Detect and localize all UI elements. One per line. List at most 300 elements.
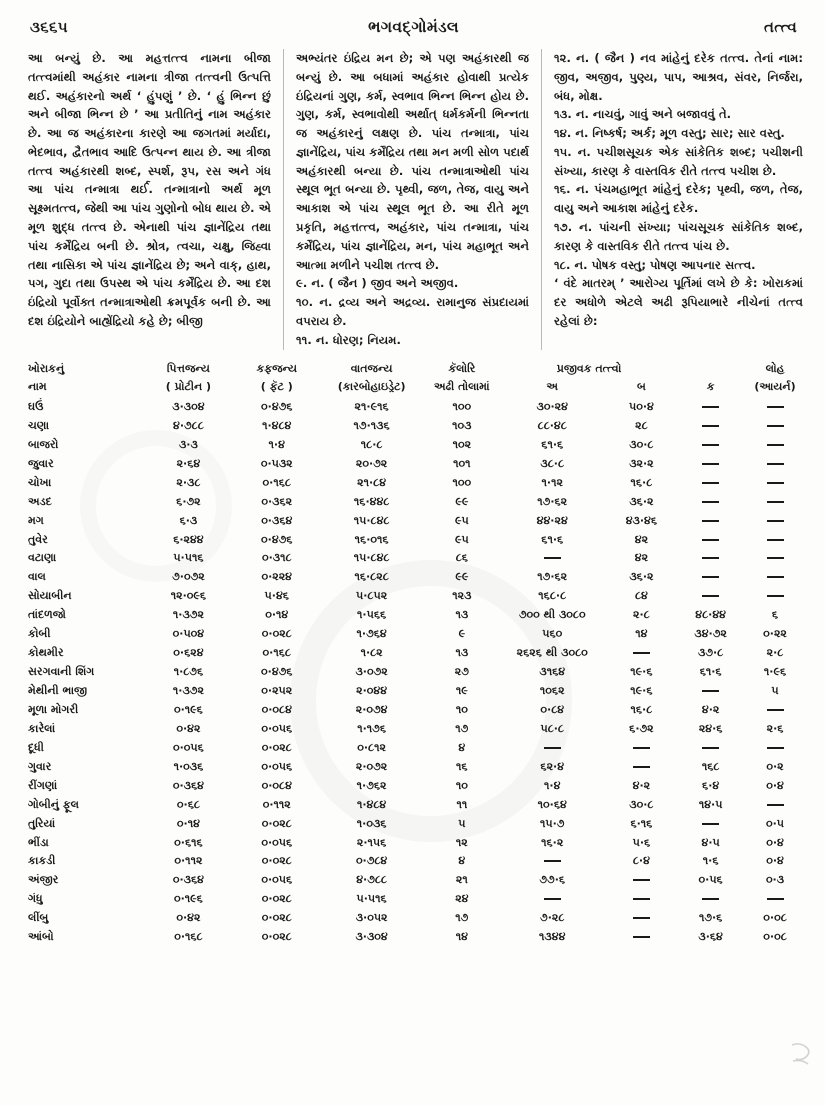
table-row xyxy=(26,681,807,700)
cell-value: ૯૯ xyxy=(455,494,469,508)
dash-icon xyxy=(702,576,719,578)
column-subheader-vitamin-b: બ xyxy=(636,380,646,394)
cell-value: ૫ xyxy=(771,684,779,698)
cell-value xyxy=(743,397,807,416)
cell-value: ૦·૩૬૪ xyxy=(172,778,204,792)
cell-value: ૦·૩૧૮ xyxy=(261,551,292,565)
table-row xyxy=(26,416,807,435)
cell-food-name: ઘઉં xyxy=(28,399,44,413)
cell-value: ૦·૧૧૨ xyxy=(262,797,291,811)
cell-value: ૧૨·૦૯૬ xyxy=(170,589,207,603)
cell-value: ૧·૧૭૬ xyxy=(357,721,386,735)
cell-value: ૦·૩ xyxy=(765,873,785,887)
cell-value: ૦·૫૬ xyxy=(698,873,723,887)
table-row xyxy=(26,435,807,454)
cell-value: ૧૭·૬૨ xyxy=(537,570,568,584)
dash-icon xyxy=(633,917,650,919)
sense-number: ૯. xyxy=(296,276,308,291)
cell-value: ૧·૧૨ xyxy=(541,475,563,489)
cell-food-name: અડદ xyxy=(28,494,52,508)
cell-value: ૦·૪ xyxy=(766,854,784,868)
cell-value xyxy=(743,473,807,492)
sense-entry xyxy=(296,274,529,293)
cell-food-name: ભીંડા xyxy=(28,835,49,849)
cell-value: ૮૮·૪૮ xyxy=(537,418,567,432)
cell-value: ૧·૮૭૬ xyxy=(173,665,204,679)
dash-icon xyxy=(702,425,719,427)
cell-value: ૪૪·૨૪ xyxy=(536,513,568,527)
sense-number: ૧૭. xyxy=(554,220,573,235)
cell-value: ૦·૦૨૮ xyxy=(261,627,292,641)
sense-number: ૧૫. xyxy=(554,144,572,159)
cell-value: ૬·૩ xyxy=(179,513,198,527)
sense-number: ૧૩. xyxy=(554,107,572,122)
cell-value: ૧૦૬૨ xyxy=(539,684,565,698)
dash-icon xyxy=(633,936,650,938)
sense-text: ન. પચીશસૂચક એક સાંકેતિક શબ્દ; પચીશની સંખ્યા, કારણ કે વાસ્તવિક રીતે તત્ત્વ પચીશ છે. xyxy=(554,144,803,178)
cell-value xyxy=(743,549,807,568)
cell-value: ૯૯ xyxy=(455,570,469,584)
table-row xyxy=(26,890,807,909)
cell-value: ૪·૫ xyxy=(701,835,720,849)
cell-value: ૨·૧૫૬ xyxy=(356,835,387,849)
cell-value: ૫૦·૪ xyxy=(628,399,654,413)
cell-food-name: કારેલાં xyxy=(28,721,56,735)
cell-value: ૧૩ xyxy=(455,646,469,660)
sense-number: ૧૧. xyxy=(296,332,312,347)
cell-value: ૧·૭૬૪ xyxy=(356,627,387,641)
cell-value: ૩૪·૭૨ xyxy=(694,627,727,641)
cell-value: ૦·૦૮ xyxy=(763,911,787,925)
cell-value: ૧૩૪૪ xyxy=(539,930,566,944)
cell-value: ૪ xyxy=(458,740,466,754)
cell-value: ૧૦·૬૪ xyxy=(537,797,567,811)
dash-icon xyxy=(767,520,784,522)
cell-value: ૦·૧૬૮ xyxy=(174,930,203,944)
cell-food-name: તુવેર xyxy=(28,532,48,546)
cell-value: ૧૭·૬ xyxy=(698,911,723,925)
cell-value: ૦·૦૫૬ xyxy=(173,740,204,754)
cell-value: ૦·૮૪ xyxy=(540,702,565,716)
cell-value: ૨·૬ xyxy=(766,721,784,735)
column-subheader-calorie: અઢી તોલામાં xyxy=(434,380,490,394)
sense-number: ૧૪. xyxy=(554,126,572,141)
column-header-calorie: કૅલોરિ xyxy=(448,361,476,375)
dash-icon xyxy=(767,463,784,465)
cell-value xyxy=(500,738,605,757)
cell-value: ૧૭·૬૨ xyxy=(537,494,568,508)
cell-value: ૩·૩૦૪ xyxy=(172,399,205,413)
cell-value: ૨૧·૮૪ xyxy=(357,475,387,489)
column-subheader-protein: ( પ્રોટીન ) xyxy=(165,380,212,394)
cell-value xyxy=(743,587,807,606)
cell-value: ૨·૦૭૨ xyxy=(355,759,388,773)
cell-value: ૦·૭૮૪ xyxy=(355,854,388,868)
cell-value: ૨૭ xyxy=(454,665,469,679)
dash-icon xyxy=(702,898,719,900)
cell-value: ૧૬·૦૧૬ xyxy=(354,532,389,546)
cell-value: ૩૬·૨ xyxy=(629,494,654,508)
cell-value: ૪૩·૪૬ xyxy=(625,513,658,527)
cell-food-name: કોબી xyxy=(28,627,51,641)
cell-value: ૬૧·૬ xyxy=(541,437,564,451)
dash-icon xyxy=(767,747,784,749)
cell-value xyxy=(678,587,743,606)
cell-value: ૦·૪ xyxy=(766,778,784,792)
cell-value: ૦·૦૫૬ xyxy=(261,721,293,735)
cell-food-name: કાકડી xyxy=(28,854,56,868)
cell-value: ૨·૮ xyxy=(766,646,784,660)
table-row xyxy=(26,852,807,871)
sense-entry xyxy=(554,143,803,181)
cell-food-name: ગોબીનું ફૂલ xyxy=(28,797,79,811)
sense-number: ૧૨. xyxy=(554,51,571,65)
dash-icon xyxy=(633,879,650,881)
table-row xyxy=(26,644,807,663)
cell-value: ૧૬૮·૮ xyxy=(538,589,567,603)
dash-icon xyxy=(767,557,784,559)
table-row xyxy=(26,625,807,644)
cell-value xyxy=(678,568,743,587)
cell-food-name: મેથીની ભાજી xyxy=(28,684,88,698)
nutrition-table-wrapper xyxy=(0,350,825,947)
cell-value: ૩૮·૮ xyxy=(540,456,565,470)
cell-value xyxy=(605,909,679,928)
dash-icon xyxy=(544,860,561,862)
cell-value: ૧·૯૬ xyxy=(763,665,787,679)
dash-icon xyxy=(767,406,784,408)
sense-text: ન. નિષ્કર્ષ; અર્ક; મૂળ વસ્તુ; સાર; સાર વસ્તુ. xyxy=(575,126,785,141)
cell-value: ૬·૨૪૪ xyxy=(173,532,204,546)
cell-value: ૫·૮૫૨ xyxy=(356,589,388,603)
dash-icon xyxy=(633,747,650,749)
table-row xyxy=(26,700,807,719)
table-row xyxy=(26,928,807,947)
cell-value: ૩·૦૫૨ xyxy=(355,911,388,925)
dash-icon xyxy=(702,463,719,465)
cell-value: ૧૬·૮ xyxy=(630,475,653,489)
dash-icon xyxy=(767,576,784,578)
cell-value: ૭·૦૭૨ xyxy=(172,570,205,584)
dash-icon xyxy=(702,823,719,825)
column-header-food: ખોરાકનું xyxy=(28,361,65,375)
cell-value: ૦·૨૫૨ xyxy=(261,684,293,698)
cell-value: ૦·૪૭૬ xyxy=(261,532,293,546)
cell-value xyxy=(743,454,807,473)
cell-value: ૫૬૦ xyxy=(542,627,563,641)
cell-value: ૧·૪ xyxy=(268,437,285,451)
cell-value: ૧૬ xyxy=(456,759,468,773)
sense-text: ન. પાંચની સંખ્યા; પાંચસૂચક સાંકેતિક શબ્દ, કારણ કે વાસ્તવિક રીતે તત્ત્વ પાંચ છે. xyxy=(554,220,803,253)
cell-food-name: મૂળા મોગરી xyxy=(28,702,79,716)
cell-value: ૧૬·૪૪૮ xyxy=(353,494,390,508)
cell-value: ૧૯·૬ xyxy=(630,684,653,698)
column-header-fat: કફજન્ય xyxy=(256,361,298,375)
cell-value: ૯૫ xyxy=(454,532,469,546)
cell-value: ૧·૪૮૪ xyxy=(356,797,387,811)
dash-icon xyxy=(702,406,719,408)
cell-value: ૨૧·૯૧૬ xyxy=(354,399,389,413)
dash-icon xyxy=(767,425,784,427)
cell-value: ૨·૦૪૪ xyxy=(356,684,388,698)
cell-value xyxy=(743,435,807,454)
dash-icon xyxy=(702,747,719,749)
cell-value: ૧૦૦ xyxy=(452,475,472,489)
sense-text: ન. નાચવું, ગાવું અને બજાવવું તે. xyxy=(575,107,732,122)
cell-value: ૧૫·૮૪૮ xyxy=(353,551,390,565)
table-row xyxy=(26,757,807,776)
table-row xyxy=(26,606,807,625)
cell-food-name: જુવાર xyxy=(28,456,54,470)
cell-value: ૦·૨૨ xyxy=(763,627,787,641)
table-row xyxy=(26,795,807,814)
dash-icon xyxy=(767,539,784,541)
table-row xyxy=(26,587,807,606)
cell-value: ૮·૪ xyxy=(632,854,650,868)
cell-value: ૧·૪૮૪ xyxy=(262,418,292,432)
sense-text: ન. ( જૈન ) જીવ અને અજીવ. xyxy=(311,276,459,291)
dash-icon xyxy=(767,501,784,503)
column-subheader-iron: (આયર્ન) xyxy=(754,380,796,394)
cell-value: ૬·૭૨ xyxy=(176,494,201,508)
cell-value: ૦·૮૧૨ xyxy=(357,740,386,754)
sense-entry xyxy=(554,49,803,105)
cell-value: ૨૪·૬ xyxy=(698,721,723,735)
cell-value xyxy=(678,416,743,435)
cell-value xyxy=(678,397,743,416)
cell-value: ૦·૬૨૪ xyxy=(173,646,204,660)
cell-value xyxy=(743,530,807,549)
cell-value: ૪·૨ xyxy=(701,702,720,716)
cell-value: ૧૫·૮૪૮ xyxy=(353,513,390,527)
cell-value xyxy=(678,549,743,568)
dash-icon xyxy=(633,766,650,768)
cell-food-name: બાજરો xyxy=(28,437,59,451)
cell-value: ૩૦·૮ xyxy=(629,797,654,811)
cell-value xyxy=(743,890,807,909)
table-row xyxy=(26,549,807,568)
dash-icon xyxy=(767,595,784,597)
cell-value: ૦·૪ xyxy=(766,835,784,849)
cell-value: ૨·૦૭૪ xyxy=(355,702,388,716)
cell-food-name: વટાણા xyxy=(28,551,57,565)
cell-value xyxy=(605,644,679,663)
cell-value: ૧૦૧ xyxy=(453,456,471,470)
cell-value: ૬૧·૬ xyxy=(699,665,722,679)
table-row xyxy=(26,454,807,473)
cell-value: ૨૦·૭૨ xyxy=(355,456,388,470)
table-head xyxy=(26,360,807,398)
cell-value: ૧·૫૬૬ xyxy=(357,608,387,622)
cell-value xyxy=(500,549,605,568)
cell-value: ૧૦ xyxy=(455,778,468,792)
sense-entry xyxy=(554,124,803,143)
table-header-row-top xyxy=(26,360,807,379)
dash-icon xyxy=(767,482,784,484)
table-row xyxy=(26,814,807,833)
cell-value: ૦·૪૨ xyxy=(176,911,201,925)
cell-value xyxy=(678,530,743,549)
dash-icon xyxy=(633,898,650,900)
cell-value: ૧૬·૨ xyxy=(541,835,564,849)
cell-value: ૫·૫૧૬ xyxy=(356,892,387,906)
cell-value: ૪·૭૮૮ xyxy=(356,873,387,887)
cell-value: ૦·૧૬૮ xyxy=(262,475,291,489)
dash-icon xyxy=(767,709,784,711)
cell-value: ૦·૬૧૬ xyxy=(174,835,203,849)
cell-value: ૧૯·૬ xyxy=(630,665,653,679)
cell-value: ૩૧૬૪ xyxy=(539,665,566,679)
cell-value: ૬૧·૬ xyxy=(541,532,564,546)
sense-entry xyxy=(554,180,803,218)
cell-value: ૯ xyxy=(458,627,466,641)
table-row xyxy=(26,473,807,492)
cell-value: ૬·૧૬ xyxy=(630,816,653,830)
cell-value: ૧૯ xyxy=(455,684,468,698)
dash-icon xyxy=(544,557,561,559)
cell-value: ૧૧ xyxy=(456,797,468,811)
sense-number: ૧૦. xyxy=(296,295,314,310)
cell-value: ૦·૦૫૬ xyxy=(261,759,293,773)
text-column-1 xyxy=(28,49,283,350)
cell-value xyxy=(678,454,743,473)
cell-value: ૦·૫૦૪ xyxy=(172,627,205,641)
table-row xyxy=(26,776,807,795)
cell-value: ૦·૧૧૨ xyxy=(174,854,203,868)
cell-value: ૪ xyxy=(458,854,466,868)
sense-entry xyxy=(554,256,803,275)
cell-food-name: અંજીર xyxy=(28,873,59,887)
dash-icon xyxy=(702,539,719,541)
sense-text: ન. ( જૈન ) નવ માંહેનું દરેક તત્ત્વ. તેનાં નામ: જીવ, અજીવ, પુણ્ય, પાપ, આશ્રવ, સંવર, નિર્જરા, બંધ, મોક્ષ. xyxy=(554,51,803,103)
cell-value: ૪૨ xyxy=(634,551,649,565)
cell-value: ૩·૩૦૪ xyxy=(355,930,388,944)
cell-value: ૬·૪ xyxy=(702,778,720,792)
sense-text: ન. પંચમહાભૂત માંહેનું દરેક; પૃથ્વી, જળ, તેજ, વાયુ અને આકાશ માંહેનું દરેક. xyxy=(554,182,803,216)
cell-value: ૫·૫૧૬ xyxy=(173,551,204,565)
cell-value: ૧૭ xyxy=(455,721,469,735)
cell-value: ૧૪ xyxy=(455,930,468,944)
cell-food-name: સોયાબીન xyxy=(28,589,72,603)
cell-value: ૭૭·૬ xyxy=(539,873,566,887)
cell-value: ૧૭ xyxy=(455,911,469,925)
cell-value: ૦·૩૬૨ xyxy=(261,494,293,508)
cell-value: ૦·૦૫૬ xyxy=(261,873,293,887)
dash-icon xyxy=(702,520,719,522)
cell-value xyxy=(678,473,743,492)
column-header-protein: પિત્તજન્ય xyxy=(166,361,210,375)
sense-text: ન. પોષક વસ્તુ; પોષણ આપનાર સત્ત્વ. xyxy=(574,257,756,272)
cell-value: ૦·૦૮ xyxy=(763,930,787,944)
cell-value: ૪·૭૮૮ xyxy=(173,418,204,432)
table-row xyxy=(26,530,807,549)
cell-value: ૭·૨૮ xyxy=(540,911,565,925)
cell-value: ૩૨·૨ xyxy=(629,456,654,470)
entry-headword: તત્ત્વ xyxy=(763,18,797,36)
cell-food-name: ચણા xyxy=(28,418,50,432)
nutrition-table xyxy=(26,360,807,947)
cell-value: ૧૦ xyxy=(455,702,468,716)
column-header-vitamins-spacer xyxy=(678,360,743,379)
cell-value: ૩·૩ xyxy=(178,437,198,451)
sense-entry xyxy=(296,331,529,350)
cell-value: ૫·૬ xyxy=(632,835,651,849)
cell-value xyxy=(743,511,807,530)
cell-value: ૮૬ xyxy=(455,551,468,565)
body-columns xyxy=(0,37,825,350)
cell-value: ૦·૨૨૪ xyxy=(261,570,293,584)
table-row xyxy=(26,871,807,890)
cell-value xyxy=(743,795,807,814)
cell-value: ૪૮·૪૪ xyxy=(695,608,726,622)
dash-icon xyxy=(702,557,719,559)
cell-value: ૧૦૦ xyxy=(452,399,472,413)
folio-number: ૩૬૬૫ xyxy=(30,18,68,36)
table-row xyxy=(26,738,807,757)
cell-value xyxy=(500,890,605,909)
paragraph: અભ્યંતર ઇંદ્રિય મન છે; એ પણ અહંકારથી જ બન્યું છે. આ બધામાં અહંકાર હોવાથી પ્રત્યેક ઇંદ્રિયનાં ગુણ, કર્મ, સ્વભાવ ભિન્ન ભિન્ન હોય છે. ગુણ, કર્મ, સ્વભાવોથી અર્થાત્ ધર્મકર્મની ભિન્નતા જ અહંકારનું લક્ષણ છે. પાંચ તન્માત્રા, પાંચ જ્ઞાનેંદ્રિય, પાંચ કર્મેંદ્રિય તથા મન મળી સોળ પદાર્થ અહંકારથી બન્યા છે. પાંચ તન્માત્રાઓથી પાંચ સ્થૂલ ભૂત બન્યા છે. પૃથ્વી, જળ, તેજ, વાયુ અને આકાશ એ પાંચ સ્થૂલ ભૂત છે. આ રીતે મૂળ પ્રકૃતિ, મહત્તત્ત્વ, અહંકાર, પાંચ તન્માત્રા, પાંચ કર્મેંદ્રિય, પાંચ જ્ઞાનેંદ્રિય, મન, પાંચ મહાભૂત અને આત્મા મળીને પચીશ તત્ત્વ છે. xyxy=(296,51,529,272)
cell-value: ૬·૭૨ xyxy=(629,721,654,735)
cell-value: ૦·૧૯૬ xyxy=(173,702,203,716)
cell-value xyxy=(678,738,743,757)
table-row xyxy=(26,492,807,511)
cell-value xyxy=(743,700,807,719)
cell-value: ૨૪ xyxy=(455,892,469,906)
cell-value: ૧૦૨ xyxy=(452,437,472,451)
table-row xyxy=(26,833,807,852)
cell-value: ૦·૩૬૪ xyxy=(172,873,204,887)
cell-value xyxy=(678,890,743,909)
cell-value: ૫·૪૬ xyxy=(264,589,289,603)
running-head xyxy=(0,0,825,37)
cell-value xyxy=(678,435,743,454)
dash-icon xyxy=(702,595,719,597)
dash-icon xyxy=(702,482,719,484)
table-row xyxy=(26,511,807,530)
cell-value: ૧૪ xyxy=(635,627,648,641)
book-title: ભગવદ્ગોમંડલ xyxy=(368,18,459,36)
column-subheader-fat: ( ફૅટ ) xyxy=(260,380,293,394)
sense-text: ન. દ્રવ્ય અને અદ્રવ્ય. રામાનુજ સંપ્રદાયમાં વપરાય છે. xyxy=(296,295,529,328)
column-header-vitamins-group: પ્રજીવક તત્ત્વો xyxy=(556,361,622,375)
cell-value xyxy=(743,738,807,757)
table-header-row-sub xyxy=(26,378,807,397)
text-column-3 xyxy=(541,49,803,350)
cell-value: ૩·૦૭૨ xyxy=(355,665,388,679)
cell-value xyxy=(605,928,679,947)
cell-value: ૮૪ xyxy=(634,589,648,603)
cell-value: ૦·૦૮૪ xyxy=(261,702,292,716)
table-row xyxy=(26,909,807,928)
cell-value xyxy=(605,871,679,890)
cell-value: ૦·૪૭૬ xyxy=(261,665,293,679)
cell-food-name: કોથમીર xyxy=(28,646,64,660)
cell-food-name: દૂધી xyxy=(28,740,44,754)
cell-value: ૨·૮ xyxy=(633,608,650,622)
dash-icon xyxy=(544,747,561,749)
sense-entry xyxy=(296,293,529,331)
cell-value: ૦·૫૩૨ xyxy=(260,456,293,470)
cell-value: ૩૦·૨૪ xyxy=(536,399,568,413)
cell-value: ૨·૩૮ xyxy=(176,475,201,489)
cell-value: ૩૭·૮ xyxy=(698,646,724,660)
cell-value: ૦·૦૨૮ xyxy=(261,740,292,754)
cell-value: ૦·૦૨૮ xyxy=(261,854,292,868)
sense-text: ન. ધોરણ; નિયમ. xyxy=(315,332,401,347)
cell-value: ૦·૬૮ xyxy=(176,797,200,811)
cell-value: ૪૨ xyxy=(634,532,649,546)
cell-value: ૧૨૩ xyxy=(452,589,472,603)
